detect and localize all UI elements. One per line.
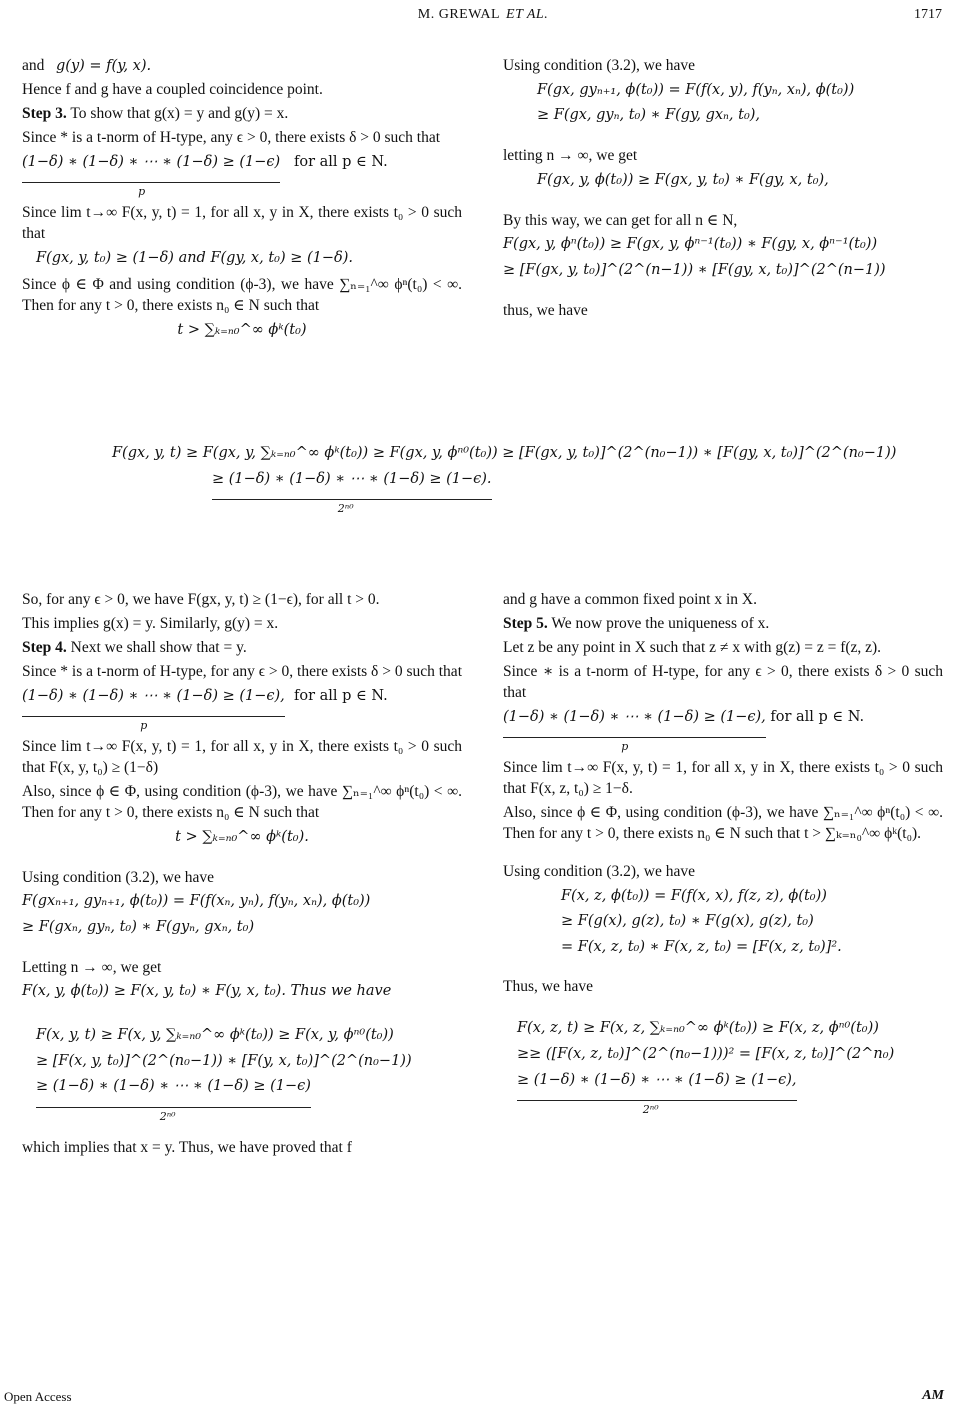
right-eq1a: F(gx, gyₙ₊₁, ϕ(t₀)) = F(f(x, y), f(yₙ, xₙ), ϕ(t₀)) [537, 81, 855, 98]
header-author: M. GREWAL [417, 7, 501, 22]
left-eq4-under: p [140, 719, 148, 733]
left-p7: So, for any ϵ > 0, we have F(gx, y, t) ≥ (1−ϵ), for all t > 0. [22, 591, 380, 608]
right-p2: letting n → ∞, we get [503, 147, 638, 165]
left-p12: Using condition (3.2), we have [22, 868, 214, 886]
left-column-bottom [22, 590, 462, 1162]
left-eq1-tail: for all p ∈ N. [293, 153, 388, 170]
right-eq6c-underbrace [517, 1071, 797, 1117]
right-eq4-body: (1−δ) ∗ (1−δ) ∗ ⋯ ∗ (1−δ) ≥ (1−ϵ), [503, 708, 766, 725]
left-eq6a: F(gxₙ₊₁, gyₙ₊₁, ϕ(t₀)) = F(f(xₙ, yₙ), f(yₙ, xₙ), ϕ(t₀)) [22, 893, 371, 910]
right-p6: Let z be any point in X such that z ≠ x with g(z) = z = f(z, z). [503, 638, 882, 656]
left-eq7c [22, 1077, 462, 1123]
spacer [503, 132, 943, 146]
step4 [22, 638, 462, 659]
left-eq7c-under: 2ⁿ⁰ [159, 1109, 176, 1123]
left-p14: which implies that x = y. Thus, we have proved that f [22, 1138, 352, 1156]
step3-text: To show that g(x) = y and g(y) = x. [70, 104, 289, 122]
spacer [22, 1114, 462, 1138]
step3-label: Step 3. [22, 104, 67, 122]
left-p2: Hence f and g have a coupled coincidence point. [22, 80, 323, 98]
left-p10: Since lim t→∞ F(x, y, t) = 1, for all x, y in X, there exists t₀ > 0 such that F(x, y, t₀) ≥ (1−δ) [22, 738, 462, 777]
left-p1-prefix: and [22, 57, 45, 74]
left-eq5: t > ∑ₖ₌ₙ₀^∞ ϕᵏ(t₀). [175, 828, 309, 845]
right-column-bottom [503, 590, 943, 1117]
right-eq5c: = F(x, z, t₀) ∗ F(x, z, t₀) = [F(x, z, t₀)]². [561, 938, 842, 955]
right-eq5a: F(x, z, ϕ(t₀)) = F(f(x, x), f(z, z), ϕ(t₀)) [561, 887, 827, 904]
right-eq4-under: p [621, 740, 629, 754]
wide-eq2 [22, 470, 944, 516]
left-p1-math: g(y) = f(y, x). [56, 58, 152, 74]
left-eq7c-body: ≥ (1−δ) ∗ (1−δ) ∗ ⋯ ∗ (1−δ) ≥ (1−ϵ) [36, 1078, 311, 1095]
left-p13: Letting n → ∞, we get [22, 958, 162, 976]
spacer [22, 723, 462, 737]
right-p11: Thus, we have [503, 978, 593, 996]
left-eq1-body: (1−δ) ∗ (1−δ) ∗ ⋯ ∗ (1−δ) ≥ (1−ϵ) [22, 153, 281, 170]
right-eq4-underbrace [503, 708, 766, 754]
left-p8: This implies g(x) = y. Similarly, g(y) = x. [22, 614, 279, 632]
left-p5: Since lim t→∞ F(x, y, t) = 1, for all x, y in X, there exists t₀ > 0 such that [22, 204, 462, 243]
left-p1 [22, 56, 462, 77]
right-eq4-tail: for all p ∈ N. [770, 708, 865, 725]
right-eq1b: ≥ F(gx, gyₙ, t₀) ∗ F(gy, gxₙ, t₀), [537, 107, 761, 124]
step4-text: Next we shall show that = y. [70, 638, 247, 656]
step5-label: Step 5. [503, 614, 548, 632]
wide-eq2-under: 2ⁿ⁰ [337, 502, 354, 516]
right-eq6a: F(x, z, t) ≥ F(x, z, ∑ₖ₌ₙ₀^∞ ϕᵏ(t₀)) ≥ F(x, z, ϕⁿ⁰(t₀)) [517, 1020, 879, 1037]
right-eq5b: ≥ F(g(x), g(z), t₀) ∗ F(g(x), g(z), t₀) [561, 913, 814, 930]
left-eq4-underbrace [22, 687, 285, 733]
left-p4: Since * is a t-norm of H-type, any ϵ > 0, there exists δ > 0 such that [22, 128, 441, 146]
spacer [503, 963, 943, 977]
left-eq4-body: (1−δ) ∗ (1−δ) ∗ ⋯ ∗ (1−δ) ≥ (1−ϵ), [22, 687, 285, 704]
spacer [503, 1001, 943, 1015]
left-eq7a: F(x, y, t) ≥ F(x, y, ∑ₖ₌ₙ₀^∞ ϕᵏ(t₀)) ≥ F(x, y, ϕⁿ⁰(t₀)) [36, 1027, 394, 1044]
left-eq1-underbrace [22, 153, 281, 199]
running-header [0, 6, 966, 25]
left-eq4 [22, 687, 462, 733]
left-eq3: t > ∑ₖ₌ₙ₀^∞ ϕᵏ(t₀) [177, 321, 307, 338]
left-eq4-tail: for all p ∈ N. [293, 687, 388, 704]
right-p8: Since lim t→∞ F(x, y, t) = 1, for all x, y in X, there exists t₀ > 0 such that F(x, z, t₀) ≥ 1−δ. [503, 759, 943, 798]
step3 [22, 104, 462, 125]
left-eq1 [22, 153, 462, 199]
left-eq6b: ≥ F(gxₙ, gyₙ, t₀) ∗ F(gyₙ, gxₙ, t₀) [22, 918, 255, 935]
step5-text: We now prove the uniqueness of x. [551, 614, 770, 632]
left-p11: Also, since ϕ ∈ Φ, using condition (ϕ-3), we have ∑ₙ₌₁^∞ ϕⁿ(t₀) < ∞. Then for any t > 0, there exists n₀ ∈ N such that [22, 783, 462, 822]
left-p9: Since * is a t-norm of H-type, for any ϵ > 0, there exists δ > 0 such that [22, 662, 462, 680]
right-eq2: F(gx, y, ϕ(t₀)) ≥ F(gx, y, t₀) ∗ F(gy, x, t₀), [537, 171, 829, 188]
right-p1: Using condition (3.2), we have [503, 57, 695, 74]
wide-eq2-body: ≥ (1−δ) ∗ (1−δ) ∗ ⋯ ∗ (1−δ) ≥ (1−ϵ). [212, 470, 492, 487]
spacer [503, 848, 943, 862]
footer-journal: AM [922, 1388, 944, 1404]
right-p10: Using condition (3.2), we have [503, 862, 695, 880]
spacer [22, 189, 462, 203]
right-eq6b: ≥≥ ([F(x, z, t₀)]^(2^(n₀−1)))² = [F(x, z, t₀)]^(2^n₀) [517, 1045, 895, 1062]
step4-label: Step 4. [22, 638, 67, 656]
header-etal: ET AL. [506, 7, 549, 22]
right-p4: thus, we have [503, 301, 588, 319]
wide-eq1: F(gx, y, t) ≥ F(gx, y, ∑ₖ₌ₙ₀^∞ ϕᵏ(t₀)) ≥ F(gx, y, ϕⁿ⁰(t₀)) ≥ [F(gx, y, t₀)]^(2^(n₀−1)) ∗ [F(gy, x, t₀)]^(2^(n₀−1)) [112, 445, 897, 461]
left-eq7c-underbrace [36, 1077, 311, 1123]
footer-open-access: Open Access [4, 1389, 72, 1405]
right-eq3a: F(gx, y, ϕⁿ(t₀)) ≥ F(gx, y, ϕⁿ⁻¹(t₀)) ∗ F(gy, x, ϕⁿ⁻¹(t₀)) [503, 236, 878, 253]
spacer [503, 744, 943, 758]
wide-eq2-underbrace [212, 470, 492, 516]
left-column [22, 56, 462, 346]
spacer [22, 944, 462, 958]
right-column-top [503, 56, 943, 325]
right-eq3b: ≥ [F(gx, y, t₀)]^(2^(n−1)) ∗ [F(gy, x, t₀)]^(2^(n−1)) [503, 262, 886, 279]
right-eq6c-body: ≥ (1−δ) ∗ (1−δ) ∗ ⋯ ∗ (1−δ) ≥ (1−ϵ), [517, 1071, 797, 1088]
left-eq2: F(gx, y, t₀) ≥ (1−δ) and F(gy, x, t₀) ≥ (1−δ). [36, 250, 354, 267]
right-p7: Since ∗ is a t-norm of H-type, for any ϵ > 0, there exists δ > 0 such that [503, 662, 943, 701]
left-p6: Since ϕ ∈ Φ and using condition (ϕ-3), we have ∑ₙ₌₁^∞ ϕⁿ(t₀) < ∞. Then for any t > 0, there exists n₀ ∈ N such that [22, 275, 462, 314]
left-eq7b: ≥ [F(x, y, t₀)]^(2^(n₀−1)) ∗ [F(y, x, t₀)]^(2^(n₀−1)) [36, 1052, 412, 1069]
left-p13b: F(x, y, ϕ(t₀)) ≥ F(x, y, t₀) ∗ F(y, x, t₀). Thus we have [22, 983, 392, 1000]
right-p9: Also, since ϕ ∈ Φ, using condition (ϕ-3), we have ∑ₙ₌₁^∞ ϕⁿ(t₀) < ∞. Then for any t > 0, there exists n₀ ∈ N such that t > ∑ₖ₌ₙ₀^∞ ϕᵏ(t₀). [503, 804, 943, 842]
spacer [503, 287, 943, 301]
right-p3: By this way, we can get for all n ∈ N, [503, 211, 738, 229]
wide-equation-block [22, 440, 944, 516]
page-number: 1717 [914, 7, 942, 22]
right-eq6c [503, 1071, 943, 1117]
spacer [503, 197, 943, 211]
spacer [22, 854, 462, 868]
right-eq4 [503, 708, 943, 754]
left-eq1-under: p [138, 185, 146, 199]
step5 [503, 614, 943, 635]
right-p5: and g have a common fixed point x in X. [503, 591, 757, 608]
right-eq6c-under: 2ⁿ⁰ [642, 1103, 659, 1117]
spacer [22, 1008, 462, 1022]
